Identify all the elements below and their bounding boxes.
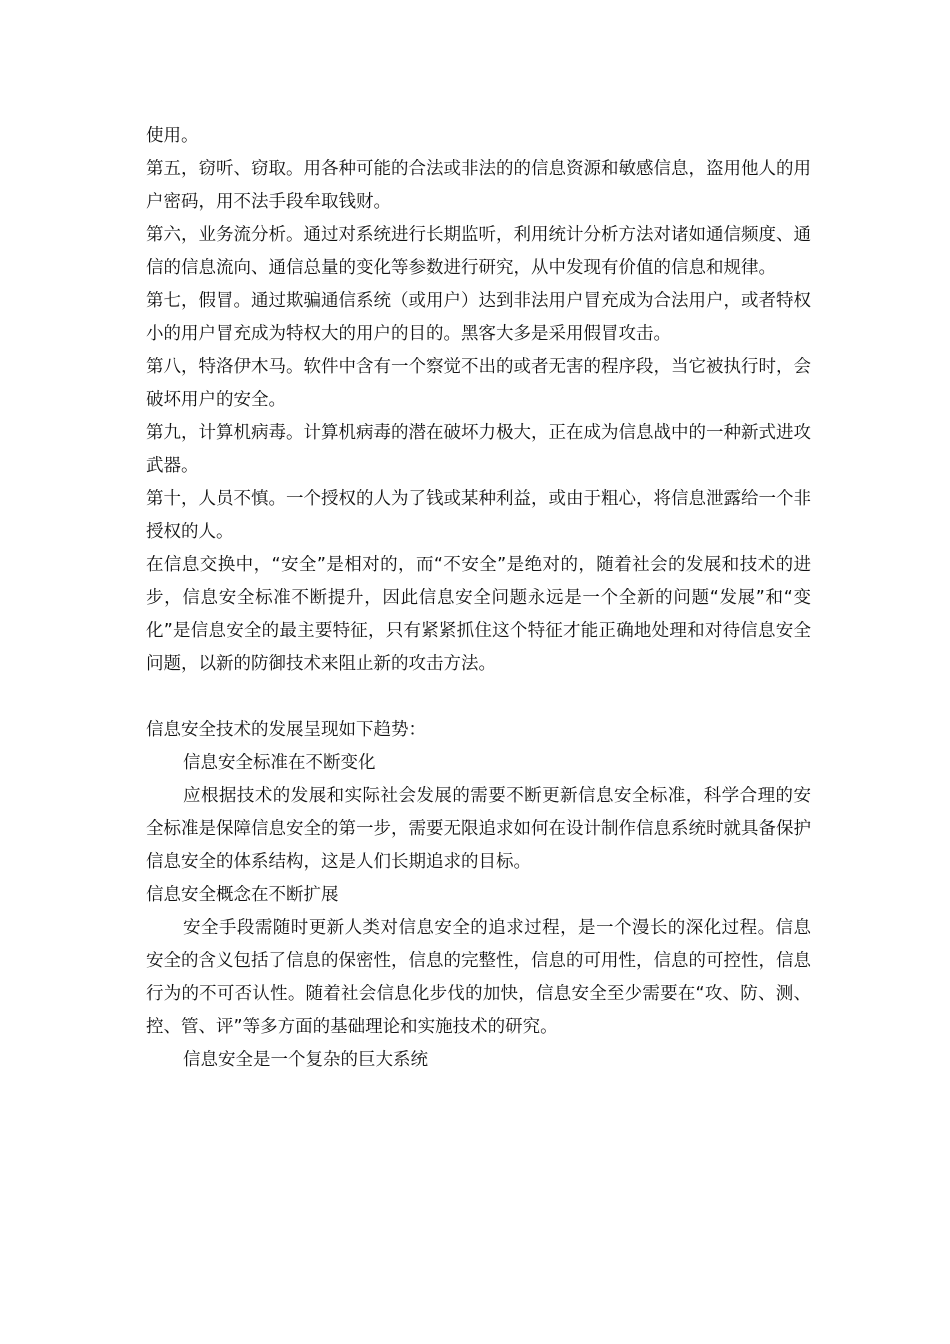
paragraph-spacer: [146, 681, 811, 714]
paragraph-concept-content: 安全手段需随时更新人类对信息安全的追求过程，是一个漫长的深化过程。信息安全的含义包括了信息的保密性，信息的完整性，信息的可用性，信息的可控性，信息行为的不可否认性。随着社会信息化步伐的加快，信息安全至少需要在“攻、防、测、控、管、评”等多方面的基础理论和实施技术的研究。: [146, 918, 811, 1037]
paragraph-security-relativity: 在信息交换中，“安全”是相对的，而“不安全”是绝对的，随着社会的发展和技术的进步，信息安全标准不断提升，因此信息安全问题永远是一个全新的问题“发展”和“变化”是信息安全的最主要特征，只有紧紧抓住这个特征才能正确地处理和对待信息安全问题，以新的防御技术来阻止新的攻击方法。: [146, 555, 811, 674]
heading-complex-system: 信息安全是一个复杂的巨大系统: [183, 1050, 428, 1070]
document-body: [146, 120, 811, 1077]
heading-concept-expanding: 信息安全概念在不断扩展: [146, 885, 339, 905]
paragraph-traffic-analysis: 第六，业务流分析。通过对系统进行长期监听，利用统计分析方法对诸如通信频度、通信的信息流向、通信总量的变化等参数进行研究，从中发现有价值的信息和规律。: [146, 225, 811, 278]
heading-standard-changing: 信息安全标准在不断变化: [183, 753, 376, 773]
paragraph-eavesdropping: 第五，窃听、窃取。用各种可能的合法或非法的的信息资源和敏感信息，盗用他人的用户密码，用不法手段牟取钱财。: [146, 159, 811, 212]
paragraph-trojan-horse: 第八，特洛伊木马。软件中含有一个察觉不出的或者无害的程序段，当它被执行时，会破坏用户的安全。: [146, 357, 811, 410]
paragraph-impersonation: 第七，假冒。通过欺骗通信系统（或用户）达到非法用户冒充成为合法用户，或者特权小的用户冒充成为特权大的用户的目的。黑客大多是采用假冒攻击。: [146, 291, 811, 344]
paragraph-computer-virus: 第九，计算机病毒。计算机病毒的潜在破坏力极大，正在成为信息战中的一种新式进攻武器。: [146, 423, 811, 476]
paragraph-usage-end: 使用。: [146, 126, 199, 146]
paragraph-personnel-carelessness: 第十，人员不慎。一个授权的人为了钱或某种利益，或由于粗心，将信息泄露给一个非授权的人。: [146, 489, 811, 542]
paragraph-standard-update: 应根据技术的发展和实际社会发展的需要不断更新信息安全标准，科学合理的安全标准是保障信息安全的第一步，需要无限追求如何在设计制作信息系统时就具备保护信息安全的体系结构，这是人们长期追求的目标。: [146, 786, 811, 872]
paragraph-trend-intro: 信息安全技术的发展呈现如下趋势：: [146, 720, 426, 740]
